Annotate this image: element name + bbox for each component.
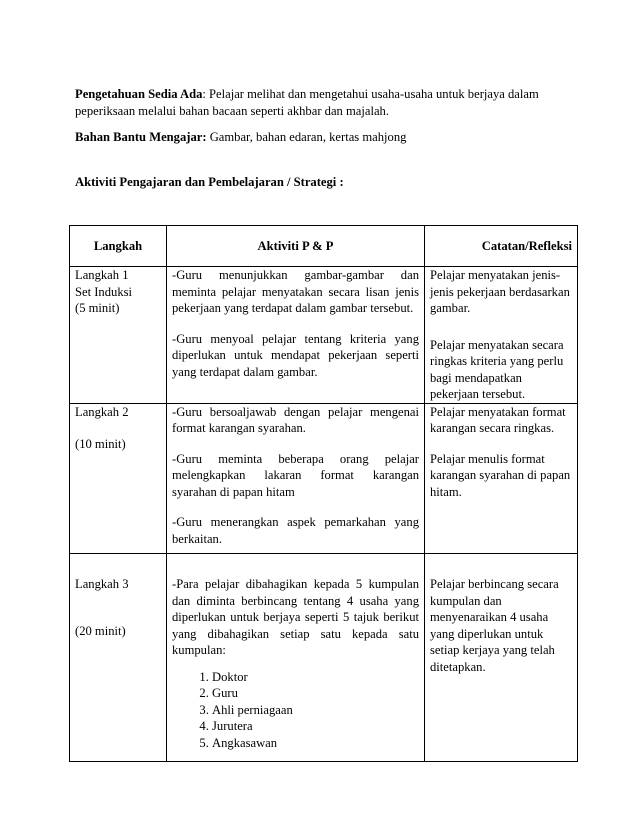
langkah-title: Langkah 2: [75, 404, 129, 419]
table-header-row: [70, 226, 578, 267]
pengetahuan-label: Pengetahuan Sedia Ada: [75, 87, 203, 101]
aktiviti-item: -Guru meminta beberapa orang pelajar melengkapkan lakaran format karangan syarahan di papan hitam: [172, 451, 419, 499]
bahan-label: Bahan Bantu Mengajar:: [75, 130, 207, 144]
catatan-cell: [425, 554, 578, 762]
aktiviti-cell: [167, 554, 425, 762]
header-langkah: Langkah: [70, 226, 167, 267]
list-item: 5. Angkasawan: [212, 735, 419, 752]
langkah-title: Langkah 1: [75, 268, 129, 282]
langkah-duration: (5 minit): [75, 301, 120, 315]
list-item: 3. Ahli perniagaan: [212, 702, 419, 719]
table-row: [70, 267, 578, 404]
table-row: [70, 403, 578, 554]
langkah-duration: (20 minit): [75, 623, 126, 638]
bahan-text: Gambar, bahan edaran, kertas mahjong: [206, 130, 407, 144]
pengetahuan-text: : Pelajar melihat dan mengetahui usaha-usaha untuk berjaya dalam peperiksaan melalui bahan bacaan seperti akhbar dan majalah.: [75, 87, 539, 118]
langkah-cell: [70, 267, 167, 404]
aktiviti-item: -Guru menerangkan aspek pemarkahan yang berkaitan.: [172, 515, 419, 546]
kumpulan-list: [172, 669, 419, 752]
table-row: [70, 554, 578, 762]
list-item: 2. Guru: [212, 685, 419, 702]
aktiviti-item: -Guru bersoaljawab dengan pelajar mengenai format karangan syarahan.: [172, 404, 419, 435]
list-item: 1. Doktor: [212, 669, 419, 686]
list-item: 4. Jurutera: [212, 718, 419, 735]
aktiviti-cell: [167, 403, 425, 554]
header-catatan: Catatan/Refleksi: [425, 226, 578, 267]
pengetahuan-sedia-ada: [75, 86, 565, 119]
langkah-title: Langkah 3: [75, 577, 129, 591]
aktiviti-cell: [167, 267, 425, 404]
catatan-item: Pelajar menulis format karangan syarahan di papan hitam.: [430, 451, 571, 499]
catatan-cell: [425, 267, 578, 404]
catatan-item: Pelajar menyatakan format karangan secara ringkas.: [430, 404, 566, 435]
lesson-plan-table: [69, 225, 578, 762]
header-aktiviti: Aktiviti P & P: [167, 226, 425, 267]
catatan-item: Pelajar menyatakan secara ringkas kriteria yang perlu bagi mendapatkan pekerjaan tersebut.: [430, 337, 564, 401]
aktiviti-item: -Guru menunjukkan gambar-gambar dan meminta pelajar menyatakan secara lisan jenis pekerjaan yang terdapat dalam gambar tersebut.: [172, 268, 419, 315]
aktiviti-heading-text: Aktiviti Pengajaran dan Pembelajaran / Strategi :: [75, 175, 344, 189]
catatan-item: Pelajar menyatakan jenis-jenis pekerjaan berdasarkan gambar.: [430, 268, 570, 315]
langkah-cell: [70, 554, 167, 762]
langkah-duration: (10 minit): [75, 437, 126, 451]
aktiviti-item: -Guru menyoal pelajar tentang kriteria yang diperlukan untuk mendapat pekerjaan seperti yang terdapat dalam gambar.: [172, 331, 419, 379]
aktiviti-heading: [75, 174, 565, 191]
bahan-bantu-mengajar: [75, 129, 565, 146]
catatan-cell: [425, 403, 578, 554]
aktiviti-item: -Para pelajar dibahagikan kepada 5 kumpulan dan diminta berbincang tentang 4 usaha yang diperlukan untuk berjaya seperti 5 tajuk berikut yang dibahagikan setiap satu kepada satu kumpulan:: [172, 577, 419, 657]
langkah-phase: Set Induksi: [75, 284, 133, 299]
catatan-item: Pelajar berbincang secara kumpulan dan menyenaraikan 4 usaha yang diperlukan untuk setiap kerjaya yang telah ditetapkan.: [430, 577, 559, 674]
langkah-cell: [70, 403, 167, 554]
